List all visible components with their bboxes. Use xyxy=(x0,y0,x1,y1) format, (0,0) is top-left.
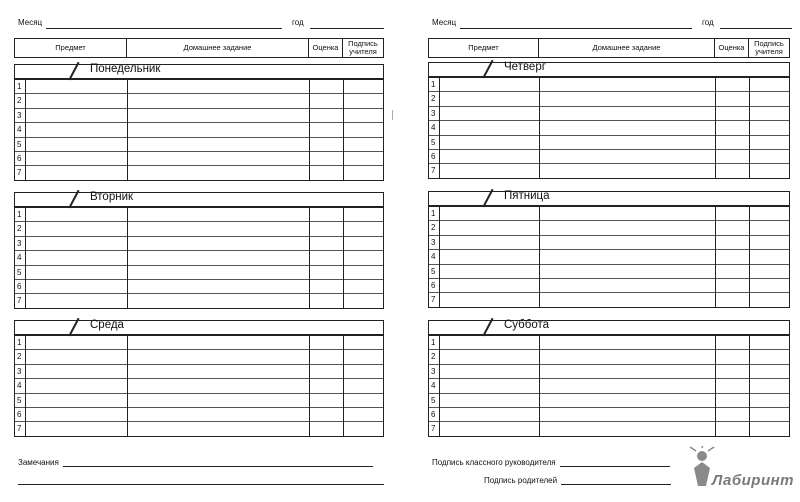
day-grid xyxy=(428,334,790,437)
year-line xyxy=(720,28,792,29)
row-number: 4 xyxy=(431,381,436,391)
row-number: 4 xyxy=(17,381,22,391)
table-row xyxy=(429,421,789,435)
row-number: 1 xyxy=(431,80,436,89)
table-row xyxy=(429,292,789,306)
table-row xyxy=(15,79,383,93)
col-homework: Домашнее задание xyxy=(127,39,309,57)
table-row xyxy=(15,221,383,235)
year-line xyxy=(310,28,384,29)
table-row xyxy=(429,106,789,120)
row-number: 6 xyxy=(431,409,436,419)
table-row xyxy=(15,165,383,179)
row-number: 6 xyxy=(17,281,22,291)
table-row xyxy=(15,151,383,165)
row-number: 7 xyxy=(17,168,22,178)
day-name: Пятница xyxy=(504,190,550,202)
day-tab xyxy=(428,320,790,334)
row-number: 5 xyxy=(431,137,436,147)
day-name: Среда xyxy=(90,319,124,331)
remarks-line-2 xyxy=(18,476,384,485)
column-divider xyxy=(539,206,540,307)
watermark-text: Лабиринт xyxy=(712,472,795,489)
month-label: Месяц xyxy=(18,18,43,27)
row-number: 6 xyxy=(431,280,436,290)
row-number: 2 xyxy=(431,352,436,362)
column-divider xyxy=(539,77,540,178)
row-number: 3 xyxy=(17,238,22,248)
row-number: 5 xyxy=(17,267,22,277)
row-number: 2 xyxy=(17,96,22,106)
table-row xyxy=(15,250,383,264)
table-row xyxy=(429,278,789,292)
table-row xyxy=(15,236,383,250)
column-divider xyxy=(715,206,716,307)
row-number: 7 xyxy=(431,295,436,305)
remarks-label: Замечания xyxy=(18,458,59,467)
row-number: 4 xyxy=(17,253,22,263)
table-row xyxy=(429,120,789,134)
binding-mark xyxy=(392,110,393,120)
row-number: 4 xyxy=(431,123,436,133)
day-name: Вторник xyxy=(90,191,134,203)
table-row xyxy=(429,364,789,378)
day-grid xyxy=(14,78,384,181)
day-tab xyxy=(428,62,790,76)
column-divider xyxy=(127,79,128,180)
table-row xyxy=(429,77,789,91)
row-number: 7 xyxy=(431,424,436,434)
table-row xyxy=(15,207,383,221)
row-number: 2 xyxy=(17,224,22,234)
parents-label: Подпись родителей xyxy=(484,476,558,485)
column-divider xyxy=(309,335,310,436)
class-teacher-sign-footer xyxy=(432,458,670,467)
parents-sign-footer xyxy=(484,476,671,485)
row-number: 1 xyxy=(17,338,22,347)
row-number: 3 xyxy=(17,110,22,120)
table-row xyxy=(15,421,383,435)
column-divider xyxy=(749,206,750,307)
table-row xyxy=(429,206,789,220)
column-divider xyxy=(127,207,128,308)
row-number: 6 xyxy=(431,151,436,161)
year-label: год xyxy=(292,18,304,27)
col-subject: Предмет xyxy=(429,39,539,57)
day-name: Четверг xyxy=(504,61,546,73)
column-divider xyxy=(749,335,750,436)
day-tab xyxy=(14,192,384,206)
table-row xyxy=(429,91,789,105)
table-row xyxy=(15,393,383,407)
table-row xyxy=(15,364,383,378)
table-row xyxy=(15,335,383,349)
row-number: 2 xyxy=(17,352,22,362)
row-number: 2 xyxy=(431,94,436,104)
column-divider xyxy=(343,79,344,180)
table-row xyxy=(429,149,789,163)
column-header xyxy=(428,38,790,58)
row-number: 1 xyxy=(17,210,22,219)
row-number: 1 xyxy=(431,338,436,347)
table-row xyxy=(429,135,789,149)
left-page xyxy=(14,0,394,502)
row-number: 4 xyxy=(431,252,436,262)
col-subject: Предмет xyxy=(15,39,127,57)
row-number: 6 xyxy=(17,153,22,163)
row-number: 5 xyxy=(431,266,436,276)
column-divider xyxy=(127,335,128,436)
row-number: 7 xyxy=(431,166,436,176)
remarks-line xyxy=(63,466,373,467)
col-grade: Оценка xyxy=(309,39,343,57)
column-divider xyxy=(25,335,26,436)
column-divider xyxy=(715,77,716,178)
table-row xyxy=(429,335,789,349)
month-label: Месяц xyxy=(432,18,457,27)
row-number: 7 xyxy=(17,296,22,306)
table-row xyxy=(15,407,383,421)
table-row xyxy=(429,163,789,177)
column-divider xyxy=(439,206,440,307)
table-row xyxy=(15,378,383,392)
column-divider xyxy=(25,79,26,180)
month-year-header xyxy=(14,16,394,30)
day-grid xyxy=(14,334,384,437)
row-number: 1 xyxy=(17,82,22,91)
table-row xyxy=(429,407,789,421)
column-divider xyxy=(343,207,344,308)
parents-line xyxy=(561,484,671,485)
row-number: 3 xyxy=(431,108,436,118)
col-teacher-sign: Подпись учителя xyxy=(754,39,784,56)
day-tab xyxy=(428,191,790,205)
table-row xyxy=(15,293,383,307)
column-divider xyxy=(25,207,26,308)
day-tab xyxy=(14,64,384,78)
col-homework: Домашнее задание xyxy=(539,39,715,57)
day-tab xyxy=(14,320,384,334)
class-teacher-line xyxy=(560,466,670,467)
table-row xyxy=(15,265,383,279)
month-year-header xyxy=(428,16,800,30)
logo-figure-icon xyxy=(690,446,714,486)
column-divider xyxy=(439,335,440,436)
column-divider xyxy=(309,79,310,180)
table-row xyxy=(429,378,789,392)
row-number: 1 xyxy=(431,209,436,218)
day-grid xyxy=(14,206,384,309)
table-row xyxy=(429,235,789,249)
day-name: Суббота xyxy=(504,319,550,331)
table-row xyxy=(429,264,789,278)
row-number: 3 xyxy=(431,366,436,376)
col-teacher-sign: Подпись учителя xyxy=(348,39,378,56)
column-divider xyxy=(439,77,440,178)
table-row xyxy=(429,393,789,407)
table-row xyxy=(15,108,383,122)
day-name: Понедельник xyxy=(90,63,161,75)
table-row xyxy=(15,137,383,151)
column-divider xyxy=(715,335,716,436)
row-number: 6 xyxy=(17,409,22,419)
column-header xyxy=(14,38,384,58)
column-divider xyxy=(343,335,344,436)
row-number: 3 xyxy=(17,366,22,376)
month-line xyxy=(46,28,282,29)
class-teacher-label: Подпись классного руководителя xyxy=(432,458,556,467)
row-number: 5 xyxy=(17,139,22,149)
column-divider xyxy=(309,207,310,308)
row-number: 5 xyxy=(17,395,22,405)
row-number: 2 xyxy=(431,223,436,233)
year-label: год xyxy=(702,18,714,27)
table-row xyxy=(429,249,789,263)
remarks-footer xyxy=(18,458,373,467)
row-number: 4 xyxy=(17,125,22,135)
column-divider xyxy=(749,77,750,178)
row-number: 7 xyxy=(17,424,22,434)
table-row xyxy=(429,220,789,234)
table-row xyxy=(15,279,383,293)
column-divider xyxy=(539,335,540,436)
table-row xyxy=(15,93,383,107)
day-grid xyxy=(428,76,790,179)
row-number: 3 xyxy=(431,237,436,247)
row-number: 5 xyxy=(431,395,436,405)
table-row xyxy=(15,349,383,363)
table-row xyxy=(15,122,383,136)
month-line xyxy=(460,28,692,29)
day-grid xyxy=(428,205,790,308)
right-page xyxy=(428,0,800,502)
table-row xyxy=(429,349,789,363)
col-grade: Оценка xyxy=(715,39,749,57)
